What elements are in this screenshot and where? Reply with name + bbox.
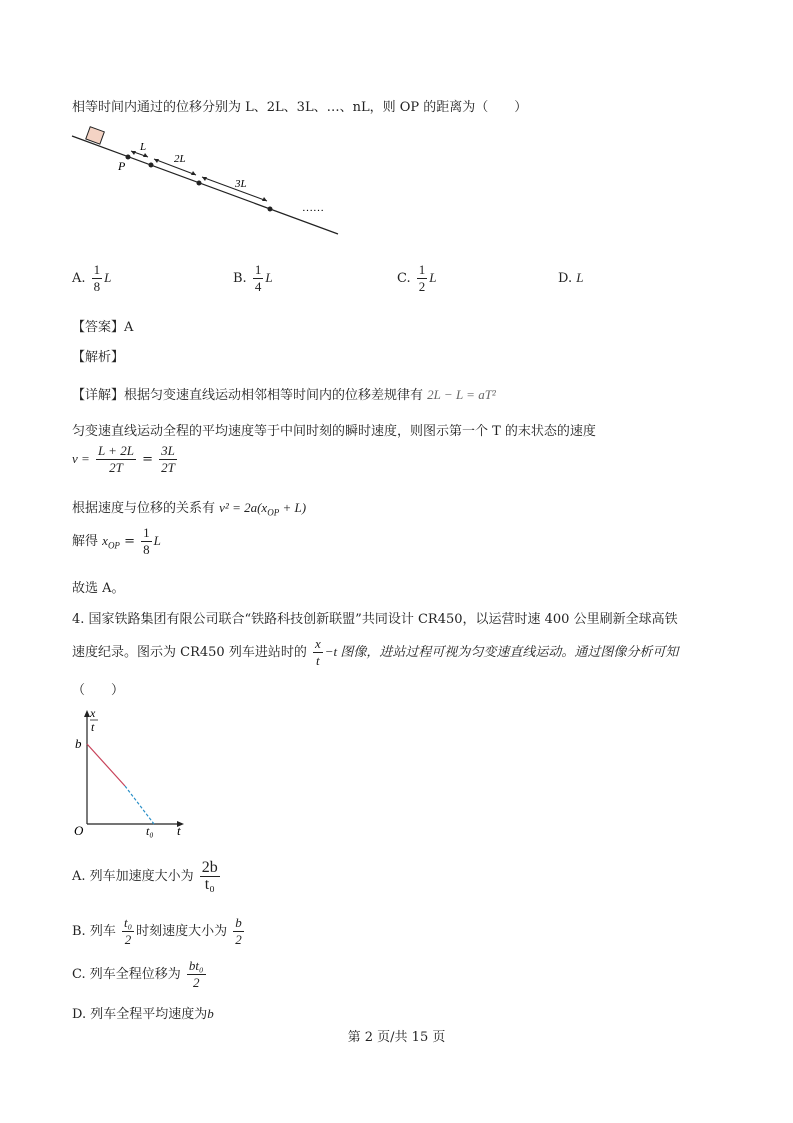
option-b-fraction: $\frac{1}{4}$ bbox=[254, 262, 262, 294]
point-2 bbox=[149, 163, 154, 168]
label-t: t bbox=[177, 823, 181, 838]
q4-stem-line1: 4. 国家铁路集团有限公司联合“铁路科技创新联盟”共同设计 CR450，以运营时速 400 公里刷新全球高铁 bbox=[72, 612, 678, 627]
solve-line: 解得 $x_{OP}$ = $\frac{1}{8}$ L bbox=[72, 525, 161, 557]
conclusion: 故选 A。 bbox=[72, 581, 125, 596]
answer-line: 【答案】A bbox=[72, 320, 134, 335]
velocity-formula: v = $\frac{L + 2L}{2T}$ = $\frac{3L}{2T}$ bbox=[72, 443, 175, 475]
page-footer: 第 2 页/共 15 页 bbox=[347, 1030, 446, 1045]
q4-option-a: A. 列车加速度大小为 $\frac{2b}{\text{t₀}}$ bbox=[72, 859, 218, 893]
option-c-fraction: $\frac{1}{2}$ bbox=[418, 262, 426, 294]
velocity-displacement-line: 根据速度与位移的关系有 $v^2 = 2a(x_{OP} + L)$ bbox=[72, 500, 307, 518]
option-d: D. L bbox=[558, 270, 584, 286]
solid-line bbox=[87, 744, 125, 786]
option-a-fraction: $\frac{1}{8}$ bbox=[93, 262, 101, 294]
label-dots: …… bbox=[302, 202, 324, 214]
q4-stem-line3: （ ） bbox=[72, 683, 125, 698]
detail-line: 【详解】根据匀变速直线运动相邻相等时间内的位移差规律有 2L − L = aT² bbox=[72, 387, 496, 403]
incline-diagram bbox=[70, 124, 345, 239]
q4-option-b: B. 列车 $\frac{\text{t₀}}{2}$ 时刻速度大小为 $\frac{b}{2}$ bbox=[72, 915, 242, 947]
y-axis-den: t bbox=[91, 720, 95, 734]
point-3 bbox=[197, 181, 202, 186]
dashed-line bbox=[125, 786, 154, 824]
label-p: P bbox=[118, 159, 126, 173]
y-axis-num: x bbox=[90, 706, 96, 720]
q4-stem-line2: 速度纪录。图示为 CR450 列车进站时的 $\frac{x}{t}$ −t 图像，进站过程可视为匀变速直线运动。通过图像分析可知 bbox=[72, 636, 679, 668]
point-p bbox=[126, 155, 131, 160]
q3-stem: 相等时间内通过的位移分别为 L、2L、3L、…、nL，则 OP 的距离为（ ） bbox=[72, 100, 528, 115]
avg-velocity-line: 匀变速直线运动全程的平均速度等于中间时刻的瞬时速度，则图示第一个 T 的末状态的速度 bbox=[72, 424, 596, 439]
option-a: A. $\frac{1}{8}$ L bbox=[72, 262, 112, 294]
option-c: C. $\frac{1}{2}$ L bbox=[397, 262, 437, 294]
xt-graph bbox=[70, 704, 200, 840]
label-t0: t₀ bbox=[146, 824, 154, 838]
label-seg3: 3L bbox=[235, 178, 247, 190]
q4-option-d: D. 列车全程平均速度为b bbox=[72, 1006, 214, 1022]
label-seg2: 2L bbox=[174, 153, 186, 165]
label-b: b bbox=[75, 736, 82, 751]
label-seg1: L bbox=[140, 141, 147, 153]
option-b: B. $\frac{1}{4}$ L bbox=[233, 262, 273, 294]
point-4 bbox=[268, 207, 273, 212]
q4-option-c: C. 列车全程位移为 $\frac{\text{bt₀}}{2}$ bbox=[72, 958, 204, 990]
analysis-tag: 【解析】 bbox=[72, 350, 125, 365]
label-o: O bbox=[74, 823, 84, 838]
